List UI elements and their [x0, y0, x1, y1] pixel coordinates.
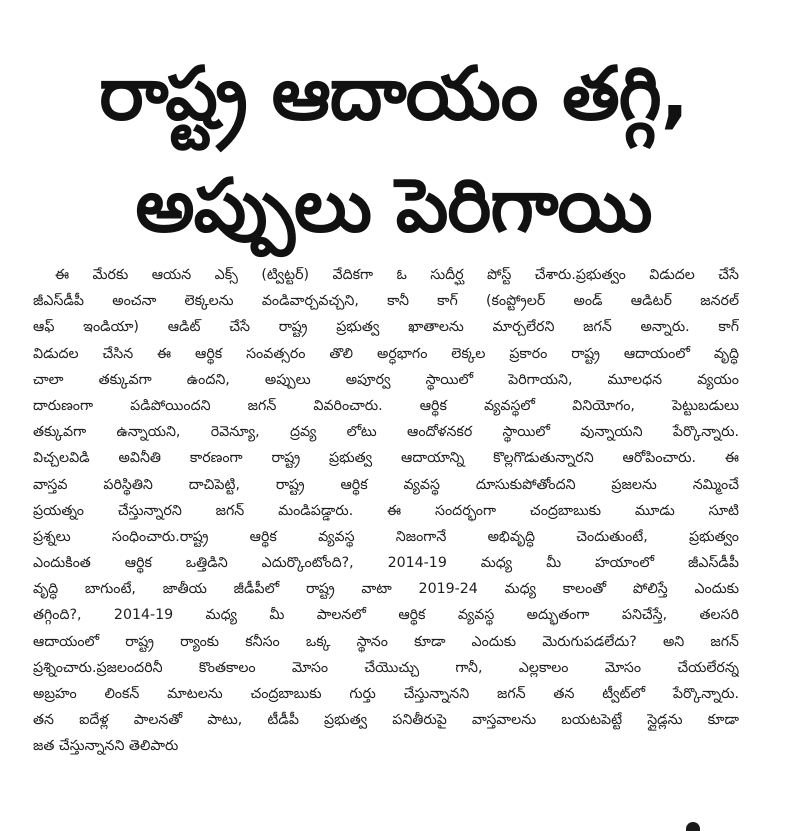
article-line: దారుణంగా పడిపోయిందని జగన్ వివరించారు. ఆర్థిక వ్యవస్థలో వినియోగం, పెట్టుబడులు: [33, 397, 739, 414]
article-line: అబ్రహం లింకన్ మాటలను చంద్రబాబుకు గుర్తు చేస్తున్నానని జగన్ తన ట్వీట్‌లో పేర్కొన్నారు.: [33, 686, 739, 702]
article-line: ఆఫ్ ఇండియా) ఆడిట్ చేసే రాష్ట్ర ప్రభుత్వ ఖాతాలను మార్చలేరని జగన్ అన్నారు. కాగ్: [33, 319, 739, 336]
article-line: జత చేస్తున్నానని తెలిపారు: [33, 738, 179, 755]
article-line: ప్రశ్నలు సంధించారు.రాష్ట్ర ఆర్థిక వ్యవస్థ నిజంగానే అభివృద్ధి చెందుతుంటే, ప్రభుత్వం: [33, 528, 739, 545]
headline-line-2: అప్పులు పెరిగాయి: [135, 163, 652, 249]
article-line: తన ఐదేళ్ల పాలనతో పాటు, టీడీపీ ప్రభుత్వ పనితీరుపై వాస్తవాలను బయటపెట్టే స్లైడ్లను కూడా: [33, 712, 739, 729]
page-edge-mark: [686, 822, 700, 831]
headline: [0, 38, 787, 262]
article-line: విడుదల చేసిన ఈ ఆర్థిక సంవత్సరం తొలి అర్ధభాగం లెక్కల ప్రకారం రాష్ట్ర ఆదాయంలో వృద్ధి: [33, 345, 739, 362]
article-line: ఈ మేరకు ఆయన ఎక్స్ (ట్విట్టర్) వేదికగా ఓ సుదీర్ఘ పోస్ట్ చేశారు.ప్రభుత్వం విడుదల చేసే: [55, 267, 739, 283]
article-line: ప్రశ్నించారు.ప్రజలందరినీ కొంతకాలం మోసం చేయొచ్చు గానీ, ఎల్లకాలం మోసం చేయలేరన్న: [33, 659, 739, 676]
article-line: ప్రయత్నం చేస్తున్నారని జగన్ మండిపడ్డారు. ఈ సందర్భంగా చంద్రబాబుకు మూడు సూటి: [33, 502, 739, 519]
article-line: ఎందుకింత ఆర్థిక ఒత్తిడిని ఎదుర్కొంటోంది?, 2014-19 మధ్య మీ హయాంలో జీఎస్‌డీపీ: [33, 555, 739, 572]
article-line: జీఎస్‌డీపీ అంచనా లెక్కలను వండివార్చవచ్చని, కానీ కాగ్ (కంప్ట్రోలర్ అండ్ ఆడిటర్ జనరల్: [33, 293, 739, 310]
article-line: తక్కువగా ఉన్నాయని, రెవెన్యూ, ద్రవ్య లోటు ఆందోళనకర స్థాయిలో వున్నాయని పేర్కొన్నారు.: [33, 424, 739, 441]
article-line: విచ్చలవిడి అవినీతి కారణంగా రాష్ట్ర ప్రభుత్వ ఆదాయాన్ని కొల్లగొడుతున్నారని ఆరోపించారు. ఈ: [33, 450, 739, 467]
article-line: వృద్ధి బాగుంటే, జాతీయ జీడీపీలో రాష్ట్ర వాటా 2019-24 మధ్య కాలంతో పోలిస్తే ఎందుకు: [33, 581, 739, 598]
article-line: ఆదాయంలో రాష్ట్ర ర్యాంకు కనీసం ఒక్క స్థానం కూడా ఎందుకు మెరుగుపడలేదు? అని జగన్: [33, 633, 739, 650]
article-line: తగ్గింది?, 2014-19 మధ్య మీ పాలనలో ఆర్థిక వ్యవస్థ అద్భుతంగా పనిచేస్తే, తలసరి: [33, 607, 739, 624]
headline-line-1: రాష్ట్ర ఆదాయం తగ్గి,: [99, 51, 688, 137]
article-line: వాస్తవ పరిస్థితిని దాచిపెట్టి, రాష్ట్ర ఆర్థిక వ్యవస్థ దూసుకుపోతోందని ప్రజలను నమ్మించే: [33, 476, 739, 493]
article-line: చాలా తక్కువగా ఉందని, అప్పులు అపూర్వ స్థాయిలో పెరిగాయని, మూలధన వ్యయం: [33, 371, 739, 388]
article-body: [33, 262, 739, 760]
